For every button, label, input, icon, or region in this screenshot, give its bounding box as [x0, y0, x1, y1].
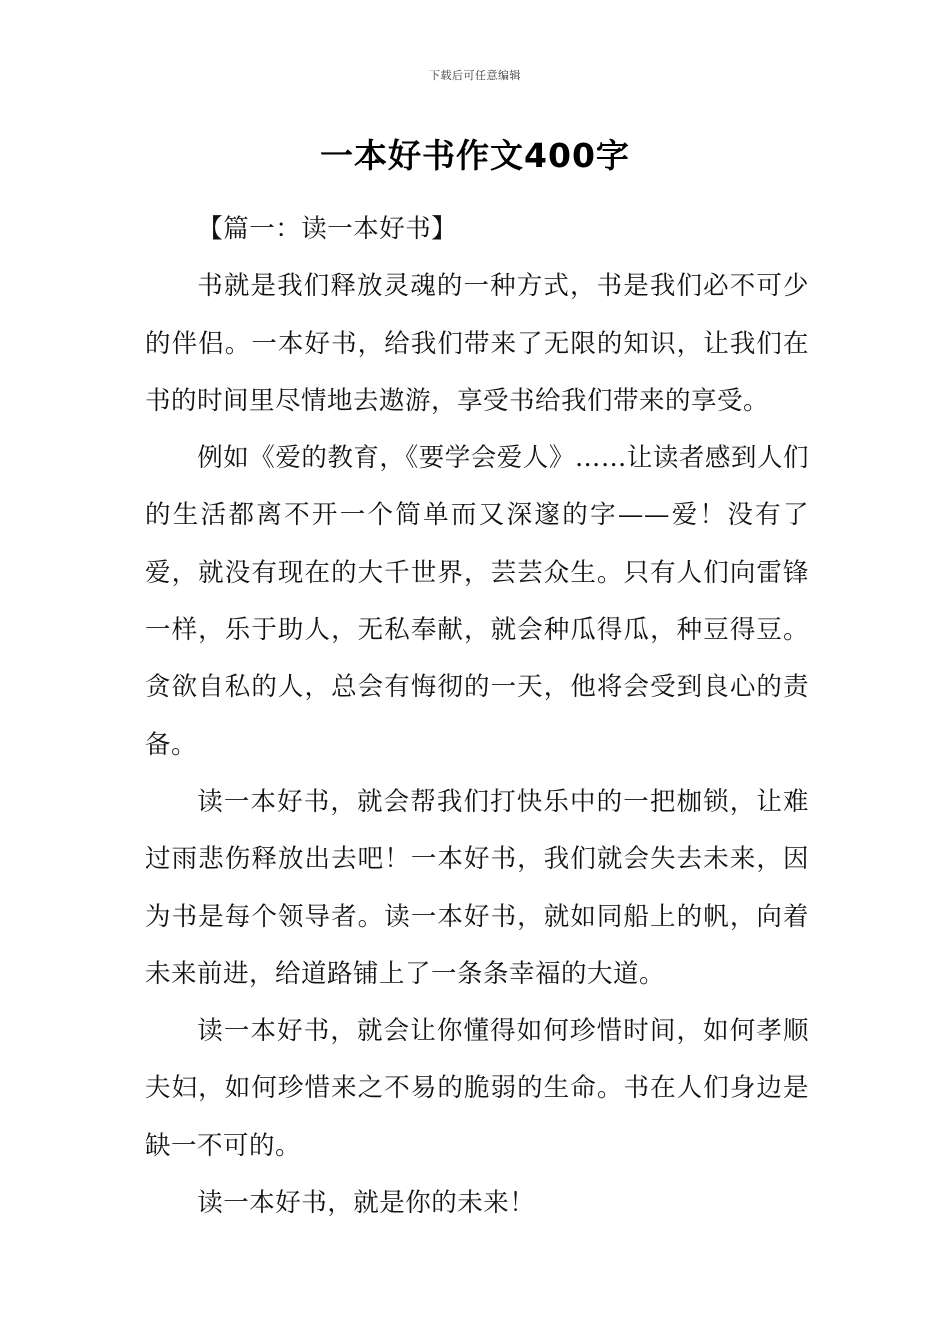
paragraph: 读一本好书，就会让你懂得如何珍惜时间，如何孝顺夫妇，如何珍惜来之不易的脆弱的生命。书在人们身边是缺一不可的。: [145, 1016, 809, 1161]
section-heading: 【篇一：读一本好书】: [197, 214, 458, 244]
paragraph: 书就是我们释放灵魂的一种方式，书是我们必不可少的伴侣。一本好书，给我们带来了无限的知识，让我们在书的时间里尽情地去遨游，享受书给我们带来的享受。: [145, 271, 809, 416]
paragraph: 读一本好书，就会帮我们打快乐中的一把枷锁，让难过雨悲伤释放出去吧！一本好书，我们就会失去未来，因为书是每个领导者。读一本好书，就如同船上的帆，向着未来前进，给道路铺上了一条条幸福的大道。: [145, 786, 809, 989]
document-title: 一本好书作文400字: [320, 136, 630, 175]
header-note: 下载后可任意编辑: [429, 69, 521, 82]
paragraph: 例如《爱的教育，《要学会爱人》……让读者感到人们的生活都离不开一个简单而又深邃的字——爱！没有了爱，就没有现在的大千世界，芸芸众生。只有人们向雷锋一样，乐于助人，无私奉献，就会种瓜得瓜，种豆得豆。贪欲自私的人，总会有悔彻的一天，他将会受到良心的责备。: [145, 443, 809, 760]
paragraph: 读一本好书，就是你的未来！: [197, 1188, 536, 1219]
document-body: [145, 201, 809, 1232]
